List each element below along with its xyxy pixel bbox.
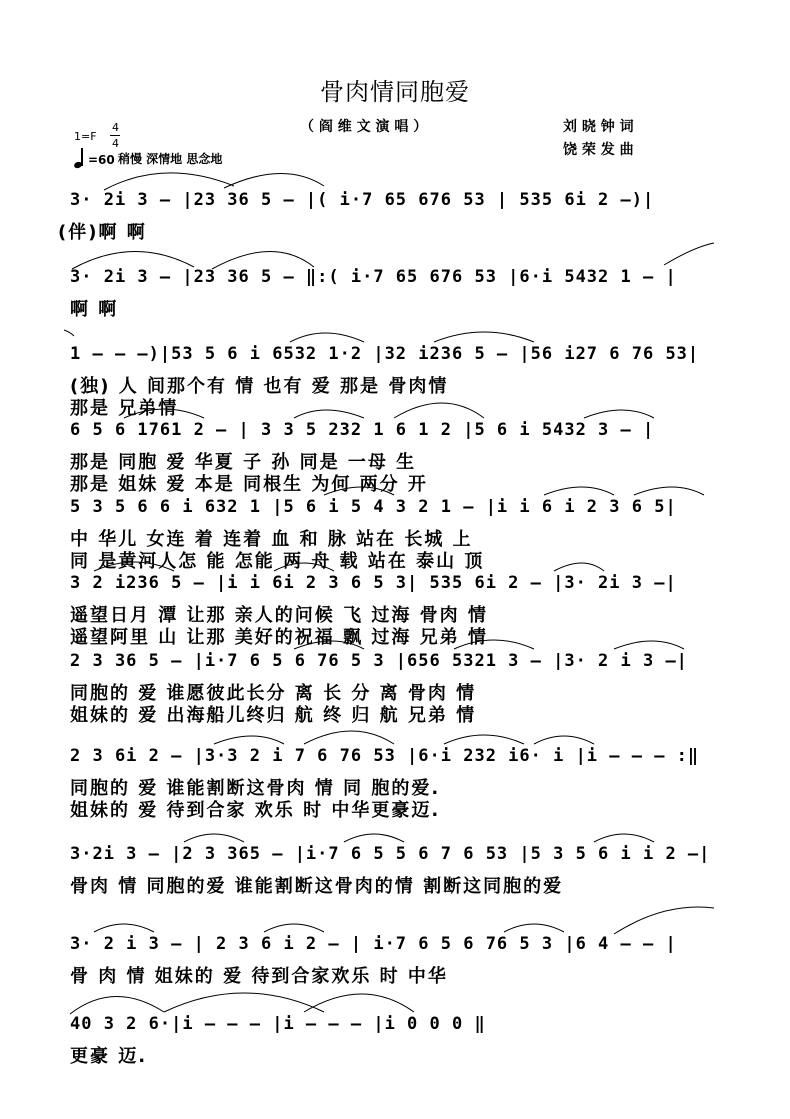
staff-system-8 <box>64 722 724 821</box>
lyrics-verse-2: 姐妹的 爱 出海船儿终归 航 终 归 航 兄弟 情 <box>70 705 477 726</box>
notation-row: 2 3 36 5 – |i·7 6 5 6 76 5 3 |656 5321 3 – |3· 2 i 3 –| <box>70 651 688 671</box>
lyrics-verse-2: 同 是黄河人怎 能 怎能 两 舟 载 站在 泰山 顶 <box>70 551 485 572</box>
notation-row: 3· 2i 3 – |23 36 5 – ‖:( i·7 65 676 53 |6·i 5432 1 – | <box>70 267 677 287</box>
notation-row: 1 – – –)|53 5 6 i 6532 1·2 |32 i236 5 – |56 i27 6 76 53| <box>70 344 700 364</box>
tempo-marking: 稍慢 深情地 思念地 <box>118 152 223 166</box>
time-signature-line <box>110 135 120 136</box>
composer-credit: 饶 荣 发 曲 <box>563 142 634 158</box>
tempo-bpm: =60 <box>88 153 115 167</box>
notation-row: 2 3 6i 2 – |3·3 2 i 7 6 76 53 |6·i 232 i6· i |i – – – :‖ <box>70 746 700 766</box>
quarter-note-icon <box>74 146 88 168</box>
staff-system-10 <box>64 910 724 1000</box>
staff-system-6 <box>64 549 724 648</box>
lyricist-credit: 刘 晓 钟 词 <box>563 119 634 135</box>
song-title: 骨肉情同胞爱 <box>320 78 470 106</box>
time-signature-bottom: 4 <box>112 137 119 150</box>
lyrics-verse-1: 啊 啊 <box>70 299 119 320</box>
notation-row: 3· 2 i 3 – | 2 3 6 i 2 – | i·7 6 5 6 76 5 3 |6 4 – – | <box>70 934 677 954</box>
lyrics-verse-2: 那是 兄弟情 <box>70 398 179 419</box>
notation-row: 40 3 2 6·|i – – – |i – – – |i 0 0 0 ‖ <box>70 1014 486 1034</box>
notation-row: 3· 2i 3 – |23 36 5 – |( i·7 65 676 53 | 535 6i 2 –)| <box>70 190 655 210</box>
staff-system-9 <box>64 820 724 910</box>
notation-row: 5 3 5 6 6 i 632 1 |5 6 i 5 4 3 2 1 – |i i 6 i 2 3 6 5| <box>70 497 677 517</box>
time-signature-top: 4 <box>112 121 119 134</box>
lyrics-verse-1: 同胞的 爱 谁能割断这骨肉 情 同 胞的爱. <box>70 778 441 799</box>
notation-row: 6 5 6 1761 2 – | 3 3 5 232 1 6 1 2 |5 6 i 5432 3 – | <box>70 420 655 440</box>
notation-row: 3·2i 3 – |2 3 365 – |i·7 6 5 5 6 7 6 53 |5 3 5 6 i i 2 –| <box>70 844 711 864</box>
singer-credit: （ 阎 维 文 演 唱 ） <box>300 119 428 135</box>
lyrics-verse-2: 那是 姐妹 爱 本是 同根生 为何 两分 开 <box>70 474 428 495</box>
lyrics-verse-1: 中 华儿 女连 着 连着 血 和 脉 站在 长城 上 <box>70 529 473 550</box>
lyrics-verse-1: (伴)啊 啊 <box>58 222 147 243</box>
lyrics-verse-1: 遥望日月 潭 让那 亲人的问候 飞 过海 骨肉 情 <box>70 605 488 626</box>
lyrics-verse-2: 姐妹的 爱 待到合家 欢乐 时 中华更豪迈. <box>70 800 441 821</box>
lyrics-verse-2: 遥望阿里 山 让那 美好的祝福 飘 过海 兄弟 情 <box>70 627 488 648</box>
lyrics-verse-1: 更豪 迈. <box>70 1046 148 1067</box>
staff-system-11 <box>64 990 724 1080</box>
lyrics-verse-1: 骨 肉 情 姐妹的 爱 待到合家欢乐 时 中华 <box>70 966 448 987</box>
key-signature: 1=F <box>74 130 97 143</box>
lyrics-verse-1: 骨肉 情 同胞的爱 谁能割断这骨肉的情 割断这同胞的爱 <box>70 876 564 897</box>
lyrics-verse-1: 那是 同胞 爱 华夏 子 孙 同是 一母 生 <box>70 452 417 473</box>
notation-row: 3 2 i236 5 – |i i 6i 2 3 6 5 3| 535 6i 2 – |3· 2i 3 –| <box>70 573 677 593</box>
staff-system-7 <box>64 627 724 726</box>
lyrics-verse-1: 同胞的 爱 谁愿彼此长分 离 长 分 离 骨肉 情 <box>70 683 477 704</box>
lyrics-verse-1: (独) 人 间那个有 情 也有 爱 那是 骨肉情 <box>70 376 449 397</box>
